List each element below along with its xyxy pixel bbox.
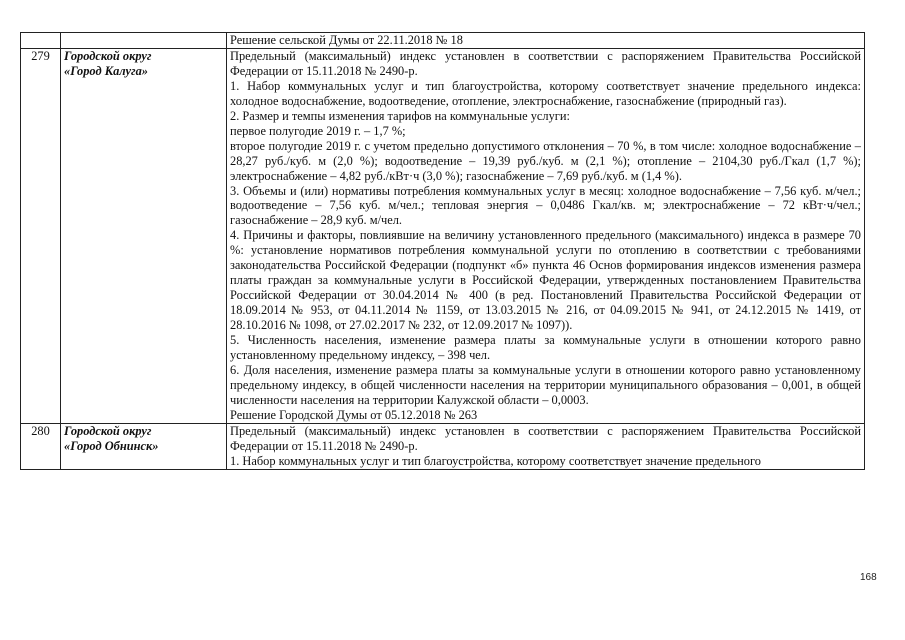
reasons-paragraph: 4. Причины и факторы, повлиявшие на величину установленного предельного (максимального) индекса в размере 70 %: установление нормативов потребления коммунальной услуги по отоплению в соответствии с требованиями законодательства Российской Федерации (подпункт «б» пункта 46 Основ формирования индексов изменения размера платы граждан за коммунальные услуги в Российской Федерации, утвержденных постановлением Правительства Российской Федерации от 30.04.2014 № 400 (в ред. Постановлений Правительства Российской Федерации от 18.09.2014 № 953, от 04.11.2014 № 1159, от 13.03.2015 № 216, от 04.09.2015 № 941, от 24.12.2015 № 1419, от 28.10.2016 № 1098, от 27.02.2017 № 232, от 12.09.2017 № 1097)). (230, 228, 861, 333)
population-count-paragraph: 5. Численность населения, изменение размера платы за коммунальные услуги в отношении которого равно установленному предельному индексу, – 398 чел. (230, 333, 861, 363)
decision-reference: Решение Городской Думы от 05.12.2018 № 263 (230, 407, 478, 422)
index-intro-paragraph: Предельный (максимальный) индекс установлен в соответствии с распоряжением Правительства Российской Федерации от 15.11.2018 № 2490-р. (230, 423, 861, 453)
municipality-name (61, 48, 227, 423)
decision-reference: Решение сельской Думы от 22.11.2018 № 18 (230, 33, 463, 47)
municipality-title: «Город Калуга» (64, 63, 148, 78)
tariffs-first-half: первое полугодие 2019 г. – 1,7 %; (230, 123, 406, 138)
tariffs-second-half: второе полугодие 2019 г. с учетом предельно допустимого отклонения – 70 %, в том числе: холодное водоснабжение – 28,27 руб./куб. м (2,0 %); водоотведение – 19,39 руб./куб. м (2,1 %); отопление – 2104,30 руб./Гкал (1,7 %); электроснабжение – 4,82 руб./кВт·ч (3,0 %); газоснабжение – 7,69 руб./куб. м (1,4 %). (230, 138, 861, 183)
municipality-title: «Город Обнинск» (64, 438, 159, 453)
municipality-type: Городской округ (64, 48, 152, 63)
row-number-cell (21, 33, 61, 49)
table-row-280 (21, 423, 865, 469)
index-intro-paragraph: Предельный (максимальный) индекс установлен в соответствии с распоряжением Правительства Российской Федерации от 15.11.2018 № 2490-р. (230, 48, 861, 78)
description-cell (227, 33, 865, 49)
municipality-cell (61, 33, 227, 49)
utilities-set-paragraph: 1. Набор коммунальных услуг и тип благоустройства, которому соответствует значение предельного индекса: холодное водоснабжение, водоотведение, отопление, электроснабжение, газоснабжение (природный газ). (230, 78, 861, 108)
municipality-name (61, 423, 227, 469)
table-row-previous-decision (21, 33, 865, 49)
tariffs-heading: 2. Размер и темпы изменения тарифов на коммунальные услуги: (230, 108, 570, 123)
tariff-index-table (20, 32, 865, 470)
row-number: 280 (21, 423, 61, 469)
consumption-norms-paragraph: 3. Объемы и (или) нормативы потребления коммунальных услуг в месяц: холодное водоснабжение – 7,56 куб. м/чел.; водоотведение – 7,56 куб. м/чел.; тепловая энергия – 0,0486 Гкал/кв. м; электроснабжение – 72 кВт·ч/чел.; газоснабжение – 28,9 куб. м/чел. (230, 183, 861, 228)
description-cell (227, 423, 865, 469)
page-number: 168 (860, 572, 877, 583)
population-share-paragraph: 6. Доля населения, изменение размера платы за коммунальные услуги в отношении которого равно установленному предельному индексу, в общей численности населения на территории муниципального образования – 0,001, в общей численности населения на территории Калужской области – 0,0003. (230, 362, 861, 407)
municipality-type: Городской округ (64, 423, 152, 438)
description-cell (227, 48, 865, 423)
utilities-set-paragraph-partial: 1. Набор коммунальных услуг и тип благоустройства, которому соответствует значение предельного (230, 453, 761, 468)
row-number: 279 (21, 48, 61, 423)
table-row-279 (21, 48, 865, 423)
